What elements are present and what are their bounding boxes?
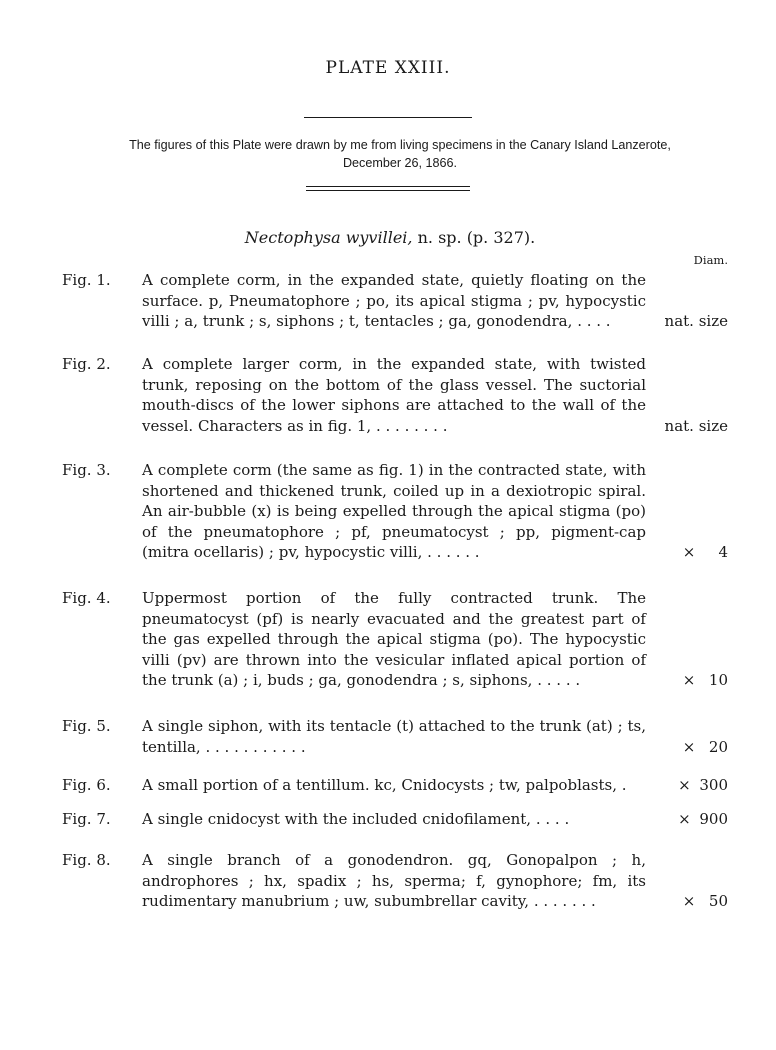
species-reference: n. sp. (p. 327). bbox=[412, 228, 536, 247]
figure-entry bbox=[62, 775, 728, 796]
figure-caption: A complete corm, in the expanded state, quietly floating on the surface. p, Pneumatophore ; po, its apical stigma ; pv, hypocystic villi ; a, trunk ; s, siphons ; t, tentacles ; ga, gonodendra, . . . . bbox=[142, 271, 646, 331]
species-heading bbox=[0, 228, 776, 247]
figure-number: Fig. 8. bbox=[62, 851, 111, 869]
plate-title: PLATE XXIII. bbox=[325, 58, 451, 78]
figure-entry bbox=[62, 588, 728, 691]
figure-entry bbox=[62, 716, 728, 757]
figure-magnification: × 900 bbox=[678, 810, 728, 828]
figure-magnification: × 4 bbox=[682, 543, 728, 562]
figure-magnification: × 300 bbox=[678, 776, 728, 794]
figure-entry bbox=[62, 460, 728, 563]
figure-magnification: nat. size bbox=[664, 416, 728, 435]
figure-magnification: nat. size bbox=[664, 312, 728, 331]
intro-divider-lower bbox=[306, 190, 470, 191]
figure-magnification: × 20 bbox=[682, 737, 728, 756]
figure-caption: A complete larger corm, in the expanded state, with twisted trunk, reposing on the bottom of the glass vessel. The suctorial mouth-discs of the lower siphons are attached to the wall of the vessel. Characters as in fig. 1, . . . . . . . . bbox=[142, 355, 646, 435]
figure-magnification: × 10 bbox=[682, 671, 728, 690]
figure-caption: Uppermost portion of the fully contracted trunk. The pneumatocyst (pf) is nearly evacuated and the greatest part of the gas expelled through the apical stigma (po). The hypocystic villi (pv) are thrown into the vesicular inflated apical portion of the trunk (a) ; i, buds ; ga, gonodendra ; s, siphons, . . . . . bbox=[142, 589, 646, 690]
figure-number: Fig. 5. bbox=[62, 717, 111, 735]
figure-caption: A complete corm (the same as fig. 1) in the contracted state, with shortened and thickened trunk, coiled up in a dexiotropic spiral. An air-bubble (x) is being expelled through the apical stigma (po) of the pneumatophore ; pf, pneumatocyst ; pp, pigment-cap (mitra ocellaris) ; pv, hypocystic villi, . . . . . . bbox=[142, 461, 646, 562]
figure-entry bbox=[62, 354, 728, 436]
intro-line-1: The figures of this Plate were drawn by me from living specimens in the Canary Island Lanzerote, bbox=[129, 138, 671, 152]
species-name: Nectophysa wyvillei, bbox=[244, 228, 413, 247]
figure-magnification: × 50 bbox=[682, 892, 728, 911]
figure-entry bbox=[62, 809, 728, 830]
figure-number: Fig. 1. bbox=[62, 271, 111, 289]
figure-caption: A single siphon, with its tentacle (t) attached to the trunk (at) ; ts, tentilla, . . . . . . . . . . . bbox=[142, 717, 646, 756]
title-divider bbox=[304, 117, 472, 118]
figure-entry bbox=[62, 850, 728, 912]
figure-number: Fig. 6. bbox=[62, 776, 111, 794]
figure-number: Fig. 7. bbox=[62, 810, 111, 828]
intro-line-2: December 26, 1866. bbox=[342, 156, 458, 170]
diam-column-header: Diam. bbox=[693, 253, 728, 267]
figure-caption: A single cnidocyst with the included cnidofilament, . . . . bbox=[142, 810, 570, 828]
figure-caption: A single branch of a gonodendron. gq, Gonopalpon ; h, androphores ; hx, spadix ; hs, sperma; f, gynophore; fm, its rudimentary manubrium ; uw, subumbrellar cavity, . . . . . . . bbox=[142, 851, 646, 911]
plate-introduction bbox=[60, 136, 740, 172]
figure-number: Fig. 2. bbox=[62, 355, 111, 373]
figure-caption: A small portion of a tentillum. kc, Cnidocysts ; tw, palpoblasts, . bbox=[142, 776, 627, 794]
figure-number: Fig. 4. bbox=[62, 589, 111, 607]
intro-divider-upper bbox=[306, 186, 470, 187]
figure-number: Fig. 3. bbox=[62, 461, 111, 479]
figure-entry bbox=[62, 270, 728, 332]
